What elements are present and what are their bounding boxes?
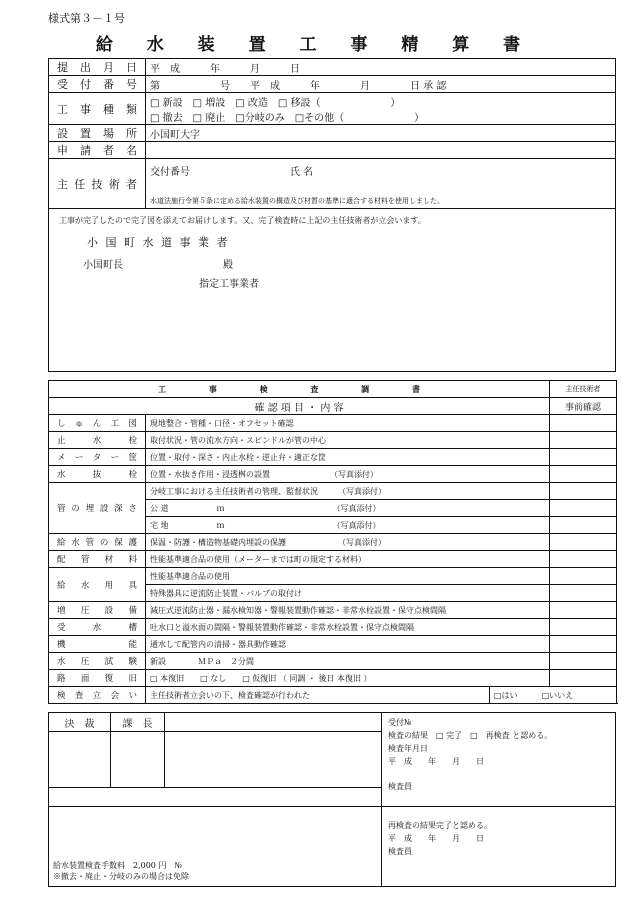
inspection-date-value: 平 成 年 月 日 <box>388 757 484 766</box>
inspection-item-label: 水 抜 栓 <box>49 466 146 483</box>
settlement-header-table <box>48 58 616 372</box>
inspector-label: 検査員 <box>388 782 412 791</box>
chief-check-cell <box>550 517 617 534</box>
inspection-item-content: 吐水口と溢水面の間隔・警報装置動作確認・非常水栓設置・保守点検間隔 <box>146 619 550 636</box>
approval-column-1: 決 裁 <box>49 713 111 732</box>
submit-date-value: 平 成 年 月 日 <box>146 59 616 76</box>
inspection-date-label: 検査年月日 <box>388 744 428 753</box>
inspection-fee-note: ※撤去・廃止・分岐のみの場合は免除 <box>53 872 189 881</box>
notice-line-2: 小 国 町 水 道 事 業 者 <box>87 236 230 249</box>
inspection-row <box>49 551 617 568</box>
chief-engineer-line: 交付番号 氏 名 <box>150 167 314 178</box>
inspection-row <box>49 483 617 500</box>
inspection-row <box>49 466 617 483</box>
form-number: 様式第３－１号 <box>48 12 125 25</box>
receipt-number-label: 受 付 番 号 <box>49 76 146 93</box>
chief-check-cell <box>550 432 617 449</box>
chief-check-cell <box>550 636 617 653</box>
reinspection-cell <box>382 807 616 887</box>
notice-honorific: 殿 <box>223 260 233 271</box>
inspection-row <box>49 602 617 619</box>
inspection-result-cell <box>382 713 616 807</box>
inspection-item-content: 位置・水抜き作用・浸透桝の設置 （写真添付） <box>146 466 550 483</box>
reinspection-text: 再検査の結果完了と認める。 <box>388 821 492 830</box>
inspection-item-content: 宅 地 ｍ （写真添付） <box>146 517 550 534</box>
inspection-item-content: □ 本復旧 □ なし □ 仮復旧 （ 同調 ・ 後日 本復旧 ） <box>146 670 550 687</box>
receipt-no: 受付№ <box>388 718 412 727</box>
inspection-item-content: 位置・取付・深さ・内止水栓・逆止弁・適正な筐 <box>146 449 550 466</box>
inspection-subheader: 確 認 項 目 ・ 内 容 <box>49 398 550 415</box>
inspection-row <box>49 636 617 653</box>
receipt-number-value: 第 号 平 成 年 月 日 承 認 <box>146 76 616 93</box>
chief-check-cell <box>550 500 617 517</box>
inspection-row <box>49 670 617 687</box>
chief-check-cell <box>550 551 617 568</box>
inspection-item-label: 止 水 栓 <box>49 432 146 449</box>
work-type-line-2: □ 撤去 □ 廃止 □分岐のみ □その他（ ） <box>150 112 425 124</box>
inspection-item-label: 水 圧 試 験 <box>49 653 146 670</box>
work-type-line-1: □ 新設 □ 増設 □ 改造 □ 移設（ ） <box>150 97 401 109</box>
location-label: 設 置 場 所 <box>49 125 146 142</box>
inspection-item-content: 減圧式逆流防止器・漏水検知器・警報装置動作確認・非常水栓設置・保守点検間隔 <box>146 602 550 619</box>
chief-check-cell <box>550 568 617 585</box>
document-title: 給 水 装 置 工 事 精 算 書 <box>95 35 535 55</box>
inspection-item-label: 増 圧 設 備 <box>49 602 146 619</box>
approval-table <box>48 712 616 887</box>
completion-notice <box>49 209 616 372</box>
applicant-value <box>146 142 616 159</box>
inspection-item-label: 配 管 材 料 <box>49 551 146 568</box>
chief-check-cell <box>550 670 617 687</box>
inspection-item-content: 公 道 ｍ （写真添付） <box>146 500 550 517</box>
location-value: 小国町大字 <box>146 125 616 142</box>
inspection-title: 工 事 検 査 調 書 <box>49 381 550 398</box>
chief-check-cell <box>550 534 617 551</box>
inspection-item-label: 管 の 埋 設 深 さ <box>49 483 146 534</box>
inspection-item-content: 性能基準適合品の使用 <box>146 568 550 585</box>
work-type-label: 工 事 種 類 <box>49 93 146 125</box>
chief-check-cell <box>550 415 617 432</box>
inspection-row <box>49 432 617 449</box>
inspection-table <box>48 380 617 704</box>
inspection-item-content: 特殊器具に逆流防止装置・バルブの取付け <box>146 585 550 602</box>
inspection-row <box>49 568 617 585</box>
inspection-item-content: 通水して配管内の清掃・器具動作確認 <box>146 636 550 653</box>
chief-check-cell <box>550 653 617 670</box>
no-checkbox[interactable]: □いいえ <box>541 690 574 700</box>
chief-check-cell <box>550 449 617 466</box>
inspection-item-label: メ ー タ ー 筐 <box>49 449 146 466</box>
inspection-item-content: 新設 ＭＰａ ２分間 <box>146 653 550 670</box>
inspection-item-label: 受 水 槽 <box>49 619 146 636</box>
chief-engineer-statement: 水道法施行令第５条に定める給水装置の構造及び材質の基準に適合する材料を使用しました。 <box>150 197 444 205</box>
inspection-row <box>49 534 617 551</box>
chief-check-cell <box>550 483 617 500</box>
inspection-item-label: 給 水 管 の 保 護 <box>49 534 146 551</box>
inspection-row <box>49 415 617 432</box>
inspection-item-content: 分岐工事における主任技術者の管理、監督状況 （写真添付） <box>146 483 550 500</box>
yes-checkbox[interactable]: □はい <box>494 690 518 700</box>
notice-mayor: 小国町長 <box>83 260 123 271</box>
reinspection-date: 平 成 年 月 日 <box>388 834 484 843</box>
chief-check-cell <box>550 619 617 636</box>
inspection-row <box>49 449 617 466</box>
inspection-item-label: 検 査 立 会 い <box>49 687 146 704</box>
chief-check-cell <box>550 466 617 483</box>
inspection-item-label: 機 能 <box>49 636 146 653</box>
notice-contractor: 指定工事業者 <box>199 279 259 290</box>
chief-check-subheader: 事前確認 <box>550 398 617 415</box>
submit-date-label: 提 出 月 日 <box>49 59 146 76</box>
inspection-fee: 給水装置検査手数料 2,000 円 № <box>53 861 183 870</box>
inspection-item-content: 取付状況・管の流水方向・スピンドルが管の中心 <box>146 432 550 449</box>
chief-check-header: 主任技術者 <box>550 381 617 398</box>
inspection-item-content: 主任技術者立会いの下、検査確認が行われた <box>146 687 490 704</box>
inspection-item-label: 給 水 用 具 <box>49 568 146 602</box>
inspection-result: 検査の結果 □ 完了 □ 再検査 と認める。 <box>388 731 553 740</box>
inspection-row <box>49 653 617 670</box>
inspection-item-content: 現地整合・管種・口径・オフセット確認 <box>146 415 550 432</box>
approval-column-2: 課 長 <box>111 713 165 732</box>
chief-check-cell <box>550 585 617 602</box>
notice-line-1: 工事が完了したので完了図を添えてお届けします。又、完了検査時に上記の主任技術者が立会います。 <box>59 216 426 225</box>
inspection-row <box>49 687 617 704</box>
inspection-item-content: 保温・防護・構造物基礎内埋設の保護 （写真添付） <box>146 534 550 551</box>
inspection-item-label: し ゅ ん 工 図 <box>49 415 146 432</box>
reinspection-inspector: 検査員 <box>388 847 412 856</box>
inspection-row <box>49 619 617 636</box>
inspection-item-label: 路 面 復 旧 <box>49 670 146 687</box>
chief-engineer-label: 主 任 技 術 者 <box>49 159 146 209</box>
chief-check-cell <box>550 602 617 619</box>
inspection-item-content: 性能基準適合品の使用（メーターまでは町の規定する材料） <box>146 551 550 568</box>
applicant-label: 申 請 者 名 <box>49 142 146 159</box>
